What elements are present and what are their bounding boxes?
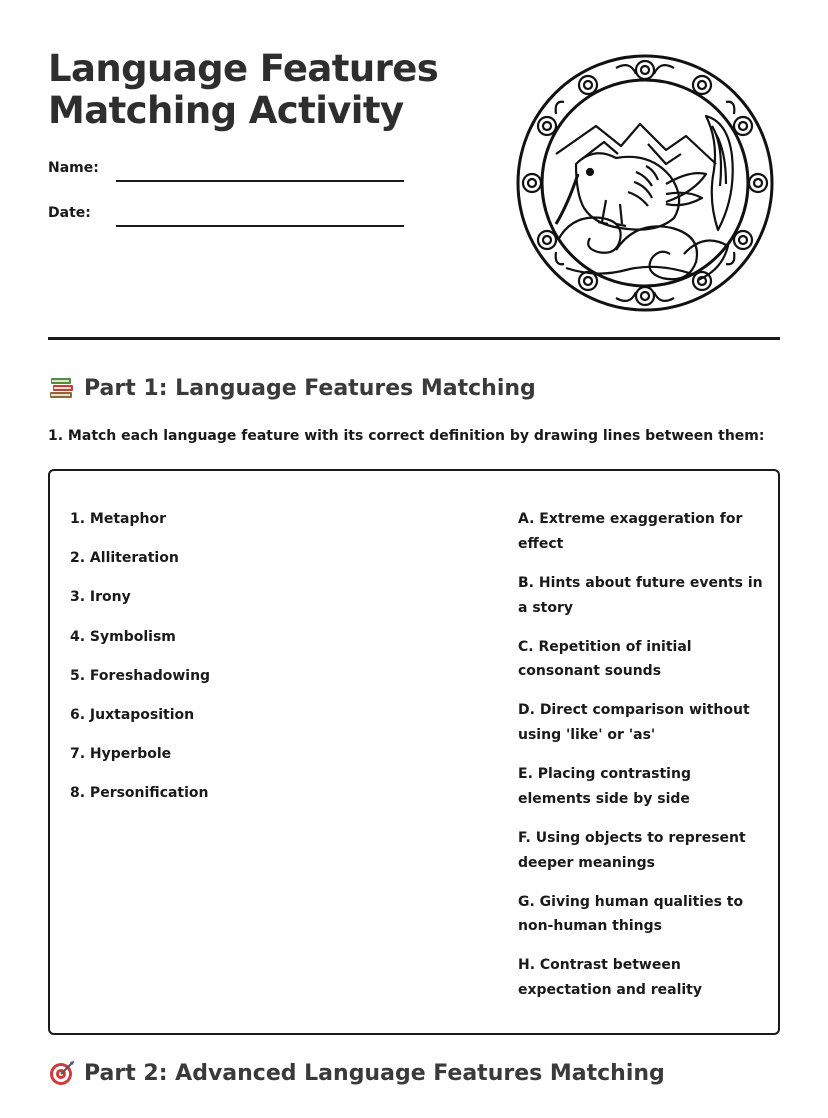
feature-item[interactable]: 3. Irony [70,589,131,606]
feature-item[interactable]: 5. Foreshadowing [70,667,211,684]
name-write-line[interactable] [116,180,404,182]
part1-heading-text: Part 1: Language Features Matching [84,375,536,401]
definition-item[interactable]: G. Giving human qualities to non-human things [518,893,744,935]
matching-panel [48,469,780,1035]
target-icon [48,1059,76,1087]
definition-item[interactable]: D. Direct comparison without using 'like' or 'as' [518,702,750,744]
definition-list [518,507,764,1017]
date-label: Date: [48,205,91,221]
name-field[interactable] [48,158,408,182]
feature-item[interactable]: 8. Personification [70,785,209,802]
date-write-line[interactable] [116,225,404,227]
feature-list [70,509,210,823]
definition-item[interactable]: E. Placing contrasting elements side by side [518,766,691,807]
feature-item[interactable]: 1. Metaphor [70,511,167,527]
part1-instruction: 1. Match each language feature with its correct definition by drawing lines between them: [48,428,765,444]
part2-heading-text: Part 2: Advanced Language Features Matching [84,1060,665,1086]
feature-item[interactable]: 7. Hyperbole [70,746,172,763]
section-divider [48,337,780,340]
books-icon [48,374,76,402]
definition-item[interactable]: H. Contrast between expectation and reality [518,957,703,999]
feature-item[interactable]: 4. Symbolism [70,628,176,645]
part2-heading [48,1059,665,1087]
worksheet-title [48,48,468,132]
definition-item[interactable]: F. Using objects to represent deeper meanings [518,829,746,871]
feature-item[interactable]: 6. Juxtaposition [70,706,195,723]
part1-heading [48,374,536,402]
feature-item[interactable]: 2. Alliteration [70,550,179,567]
name-label: Name: [48,160,99,176]
definition-item[interactable]: A. Extreme exaggeration for effect [518,511,743,552]
kiwi-emblem-illustration [516,54,774,312]
title-line-2: Matching Activity [48,89,404,132]
title-line-1: Language Features [48,47,439,90]
date-field[interactable] [48,203,408,227]
definition-item[interactable]: C. Repetition of initial consonant sounds [518,638,692,680]
definition-item[interactable]: B. Hints about future events in a story [518,574,763,616]
